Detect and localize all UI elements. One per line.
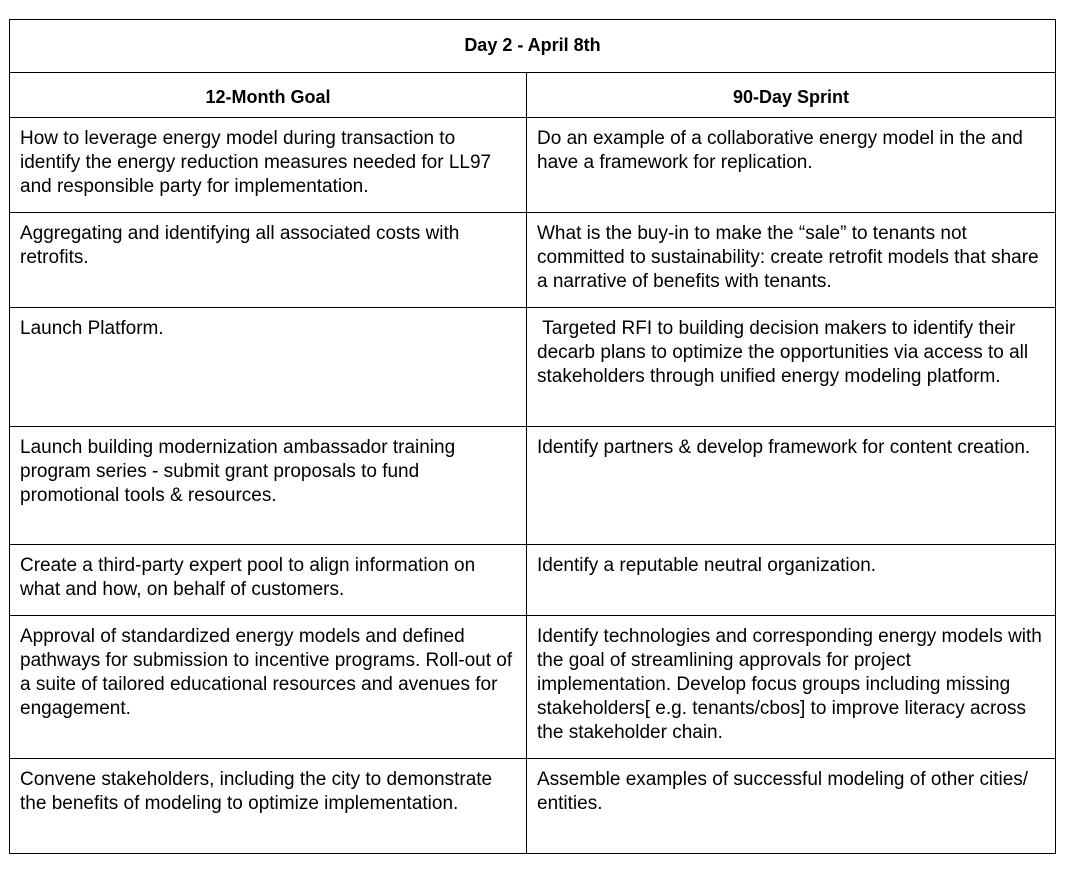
- table-row: [10, 545, 1056, 616]
- sprint-cell: Identify a reputable neutral organization.: [527, 545, 1056, 616]
- sprint-cell: Do an example of a collaborative energy model in the and have a framework for replication.: [527, 118, 1056, 213]
- goal-cell: Create a third-party expert pool to align information on what and how, on behalf of customers.: [10, 545, 527, 616]
- table-title-row: [10, 20, 1056, 73]
- goal-cell: Launch building modernization ambassador training program series - submit grant proposals to fund promotional tools & resources.: [10, 427, 527, 545]
- column-header-12-month-goal: 12-Month Goal: [10, 73, 527, 118]
- table-row: [10, 427, 1056, 545]
- goal-cell: Convene stakeholders, including the city to demonstrate the benefits of modeling to optimize implementation.: [10, 759, 527, 854]
- goals-table: [9, 19, 1056, 854]
- sprint-cell: What is the buy-in to make the “sale” to tenants not committed to sustainability: create retrofit models that share a narrative of benefits with tenants.: [527, 213, 1056, 308]
- goal-cell: Aggregating and identifying all associated costs with retrofits.: [10, 213, 527, 308]
- column-header-90-day-sprint: 90-Day Sprint: [527, 73, 1056, 118]
- goal-cell: Launch Platform.: [10, 308, 527, 427]
- sprint-cell: Identify partners & develop framework for content creation.: [527, 427, 1056, 545]
- table-row: [10, 616, 1056, 759]
- goal-cell: How to leverage energy model during transaction to identify the energy reduction measures needed for LL97 and responsible party for implementation.: [10, 118, 527, 213]
- table-title: Day 2 - April 8th: [10, 20, 1056, 73]
- sprint-cell: Assemble examples of successful modeling of other cities/ entities.: [527, 759, 1056, 854]
- sprint-cell: Targeted RFI to building decision makers to identify their decarb plans to optimize the opportunities via access to all stakeholders through unified energy modeling platform.: [527, 308, 1056, 427]
- table-row: [10, 308, 1056, 427]
- table-row: [10, 118, 1056, 213]
- table-row: [10, 759, 1056, 854]
- table-header-row: [10, 73, 1056, 118]
- sprint-cell: Identify technologies and corresponding energy models with the goal of streamlining approvals for project implementation. Develop focus groups including missing stakeholders[ e.g. tenants/cbos] to improve literacy across the stakeholder chain.: [527, 616, 1056, 759]
- table-row: [10, 213, 1056, 308]
- goal-cell: Approval of standardized energy models and defined pathways for submission to incentive programs. Roll-out of a suite of tailored educational resources and avenues for engagement.: [10, 616, 527, 759]
